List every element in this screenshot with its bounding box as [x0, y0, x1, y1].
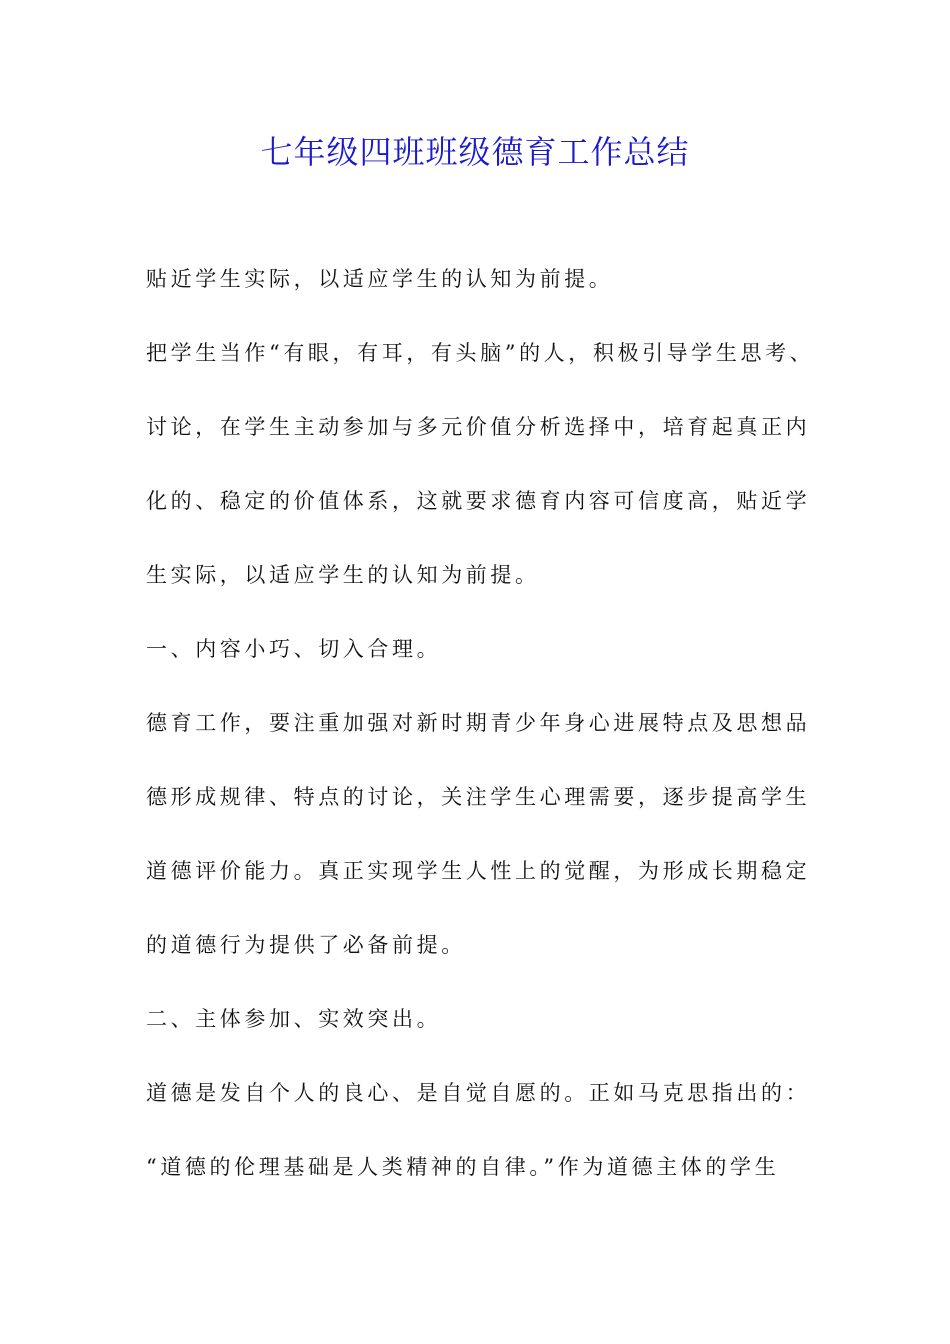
text-line: 道德是发自个人的良心、是自觉自愿的。正如马克思指出的： [146, 1081, 811, 1105]
text-line: 化的、稳定的价值体系，这就要求德育内容可信度高，贴近学 [146, 489, 811, 513]
text-line: 讨论，在学生主动参加与多元价值分析选择中，培育起真正内 [146, 415, 811, 439]
text-line: “道德的伦理基础是人类精神的自律。”作为道德主体的学生 [146, 1155, 780, 1179]
text-line: 的道德行为提供了必备前提。 [146, 933, 466, 957]
section-heading-2: 二、主体参加、实效突出。 [146, 1007, 442, 1031]
text-line: 贴近学生实际，以适应学生的认知为前提。 [146, 267, 614, 291]
document-title: 七年级四班班级德育工作总结 [260, 133, 690, 171]
text-line: 德形成规律、特点的讨论，关注学生心理需要，逐步提高学生 [146, 785, 811, 809]
section-heading-1: 一、内容小巧、切入合理。 [146, 637, 442, 661]
text-line: 把学生当作“有眼，有耳，有头脑”的人，积极引导学生思考、 [146, 341, 815, 365]
text-line: 道德评价能力。真正实现学生人性上的觉醒，为形成长期稳定 [146, 859, 811, 883]
text-line: 德育工作，要注重加强对新时期青少年身心进展特点及思想品 [146, 711, 811, 735]
document-body [146, 264, 826, 1226]
text-line: 生实际，以适应学生的认知为前提。 [146, 563, 540, 587]
